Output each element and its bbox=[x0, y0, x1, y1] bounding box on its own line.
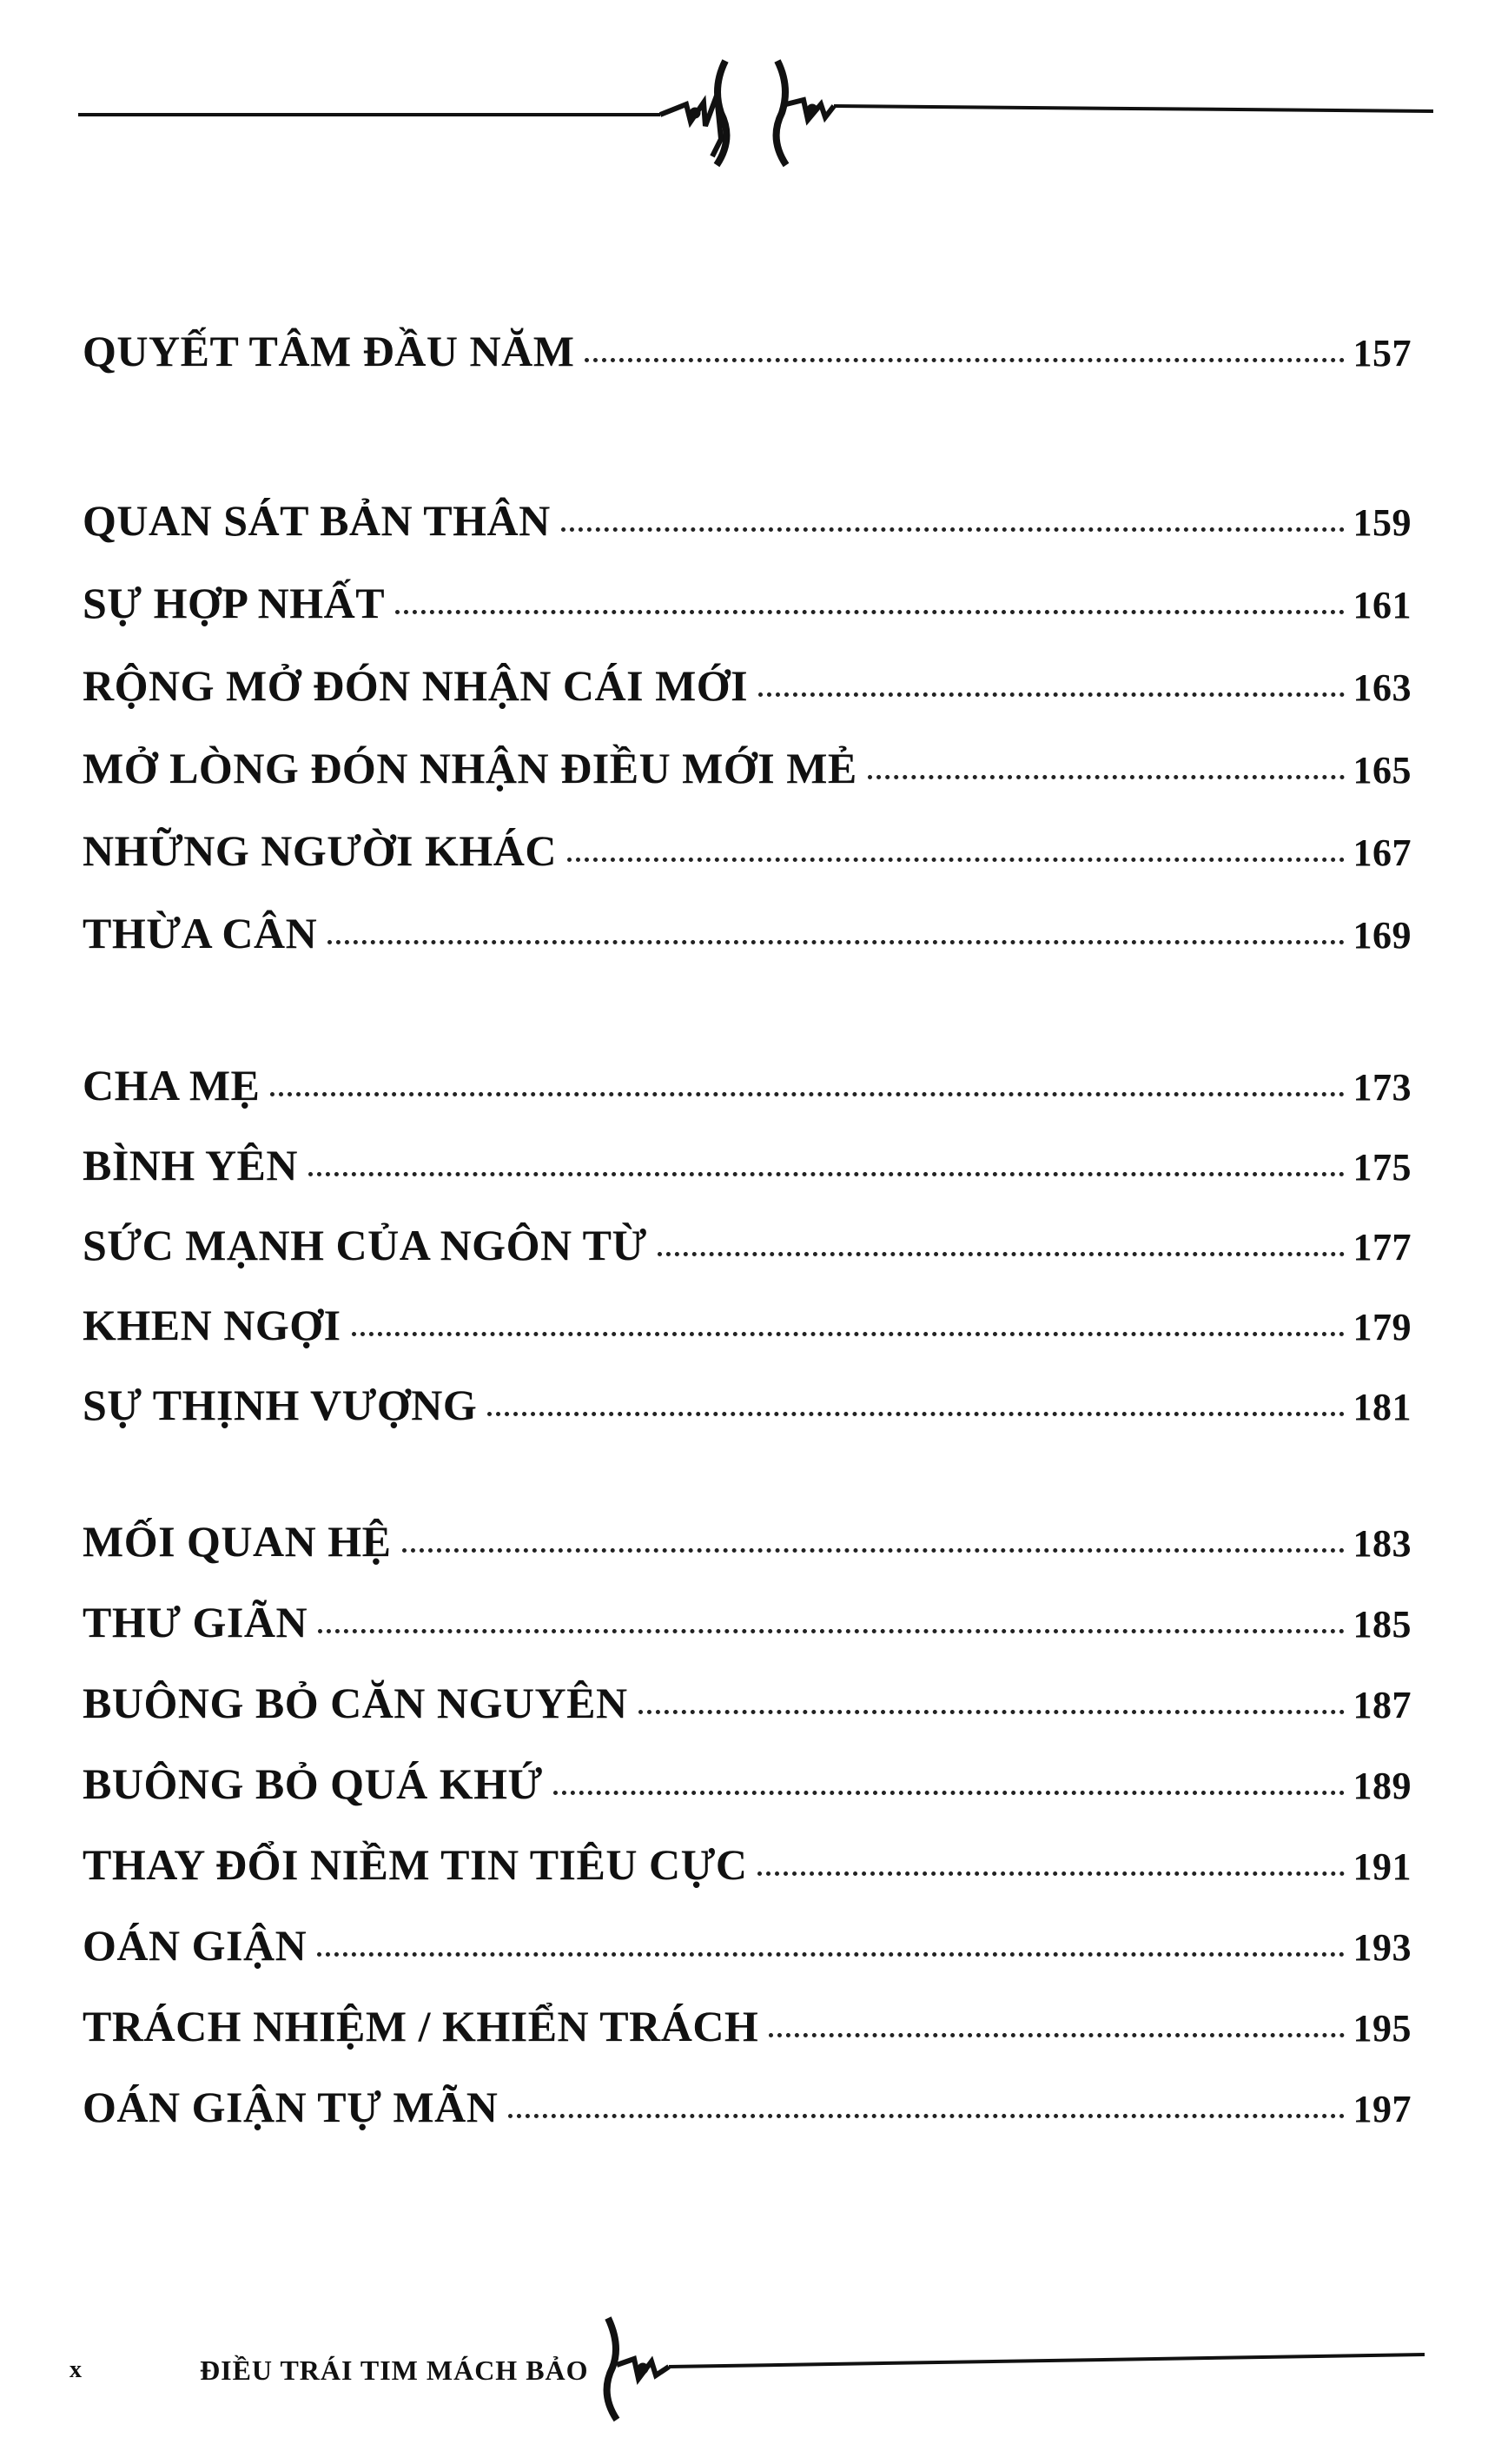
toc-entry bbox=[83, 1380, 1412, 1430]
dot-leader bbox=[327, 940, 1344, 944]
dot-leader bbox=[395, 610, 1344, 614]
toc-entry bbox=[83, 2082, 1412, 2132]
toc-entry bbox=[83, 1678, 1412, 1728]
toc-entry-page: 165 bbox=[1353, 749, 1412, 792]
toc-entry-page: 163 bbox=[1353, 666, 1412, 709]
toc-entry-title: TRÁCH NHIỆM / KHIỂN TRÁCH bbox=[83, 2002, 759, 2050]
toc-entry bbox=[83, 1920, 1412, 1971]
toc-entry-title: SỨC MẠNH CỦA NGÔN TỪ bbox=[83, 1221, 647, 1269]
toc-entry-title: SỰ THỊNH VƯỢNG bbox=[83, 1381, 478, 1429]
dot-leader bbox=[352, 1332, 1345, 1336]
dot-leader bbox=[487, 1412, 1344, 1416]
toc-entry-page: 159 bbox=[1353, 501, 1412, 544]
toc-entry bbox=[83, 1597, 1412, 1647]
toc-entry-title: OÁN GIẬN TỰ MÃN bbox=[83, 2083, 499, 2131]
running-book-title: ĐIỀU TRÁI TIM MÁCH BẢO bbox=[200, 2355, 589, 2386]
toc-entry-title: KHEN NGỢI bbox=[83, 1301, 341, 1349]
toc-entry bbox=[83, 578, 1412, 628]
toc-entry-page: 197 bbox=[1353, 2088, 1412, 2130]
toc-entry-page: 157 bbox=[1353, 332, 1412, 374]
page-footer bbox=[69, 2311, 1425, 2424]
toc-entry-page: 169 bbox=[1353, 914, 1412, 957]
toc-entry bbox=[83, 1060, 1412, 1110]
dot-leader bbox=[553, 1791, 1345, 1795]
dot-leader bbox=[402, 1548, 1345, 1553]
toc-entry-title: NHỮNG NGƯỜI KHÁC bbox=[83, 826, 557, 875]
toc-entry bbox=[83, 1140, 1412, 1190]
toc-entry-title: BUÔNG BỎ QUÁ KHỨ bbox=[83, 1759, 543, 1808]
dot-leader bbox=[561, 527, 1345, 532]
dot-leader bbox=[638, 1710, 1345, 1714]
toc-entry bbox=[83, 2001, 1412, 2051]
toc-entry-title: OÁN GIẬN bbox=[83, 1921, 308, 1970]
toc-entry-title: RỘNG MỞ ĐÓN NHẬN CÁI MỚI bbox=[83, 661, 749, 710]
toc-entry-page: 175 bbox=[1353, 1146, 1412, 1189]
toc-entry-page: 187 bbox=[1353, 1684, 1412, 1726]
toc-entry-page: 173 bbox=[1353, 1066, 1412, 1109]
dot-leader bbox=[769, 2033, 1344, 2037]
toc-entry bbox=[83, 326, 1412, 376]
top-ornament-divider bbox=[78, 52, 1433, 174]
footer-ornament-divider bbox=[591, 2311, 1425, 2424]
toc-entry-title: THAY ĐỔI NIỀM TIN TIÊU CỰC bbox=[83, 1840, 748, 1889]
toc-entry bbox=[83, 825, 1412, 876]
toc-entry-page: 161 bbox=[1353, 584, 1412, 626]
toc-entry-title: MỞ LÒNG ĐÓN NHẬN ĐIỀU MỚI MẺ bbox=[83, 744, 857, 792]
toc-entry-page: 195 bbox=[1353, 2007, 1412, 2050]
dot-leader bbox=[308, 1172, 1344, 1176]
toc-entry-page: 181 bbox=[1353, 1386, 1412, 1428]
toc-entry-page: 167 bbox=[1353, 831, 1412, 874]
toc-entry-page: 189 bbox=[1353, 1765, 1412, 1807]
toc-entry bbox=[83, 1839, 1412, 1890]
toc-entry-title: QUAN SÁT BẢN THÂN bbox=[83, 496, 551, 545]
toc-entry bbox=[83, 1516, 1412, 1566]
toc-entry-page: 185 bbox=[1353, 1603, 1412, 1646]
toc-entry-page: 177 bbox=[1353, 1226, 1412, 1268]
toc-entry bbox=[83, 1759, 1412, 1809]
toc-entry bbox=[83, 495, 1412, 546]
toc-entry-page: 193 bbox=[1353, 1926, 1412, 1969]
dot-leader bbox=[658, 1252, 1345, 1256]
toc-entry-title: CHA MẸ bbox=[83, 1061, 261, 1109]
toc-entry bbox=[83, 908, 1412, 958]
toc-entry-page: 183 bbox=[1353, 1522, 1412, 1565]
toc-entry-title: THƯ GIÃN bbox=[83, 1598, 308, 1646]
dot-leader bbox=[868, 775, 1345, 779]
page-number: x bbox=[69, 2356, 82, 2383]
toc-entry-title: QUYẾT TÂM ĐẦU NĂM bbox=[83, 327, 575, 375]
toc-entry-title: MỐI QUAN HỆ bbox=[83, 1517, 392, 1566]
toc-entry-title: BÌNH YÊN bbox=[83, 1141, 299, 1189]
toc-entry bbox=[83, 1220, 1412, 1270]
dot-leader bbox=[317, 1952, 1344, 1957]
toc-entry-page: 191 bbox=[1353, 1845, 1412, 1888]
dot-leader bbox=[567, 858, 1345, 862]
toc-entry-title: BUÔNG BỎ CĂN NGUYÊN bbox=[83, 1679, 628, 1727]
toc-entry-page: 179 bbox=[1353, 1306, 1412, 1348]
dot-leader bbox=[585, 358, 1344, 362]
toc-entry-title: THỪA CÂN bbox=[83, 909, 318, 957]
toc-entry bbox=[83, 1300, 1412, 1350]
toc-entry bbox=[83, 660, 1412, 711]
dot-leader bbox=[318, 1629, 1344, 1633]
dot-leader bbox=[758, 692, 1344, 697]
dot-leader bbox=[270, 1092, 1344, 1096]
toc-entry bbox=[83, 743, 1412, 793]
toc-entry-title: SỰ HỢP NHẤT bbox=[83, 579, 386, 627]
dot-leader bbox=[757, 1871, 1344, 1876]
dot-leader bbox=[508, 2114, 1344, 2118]
